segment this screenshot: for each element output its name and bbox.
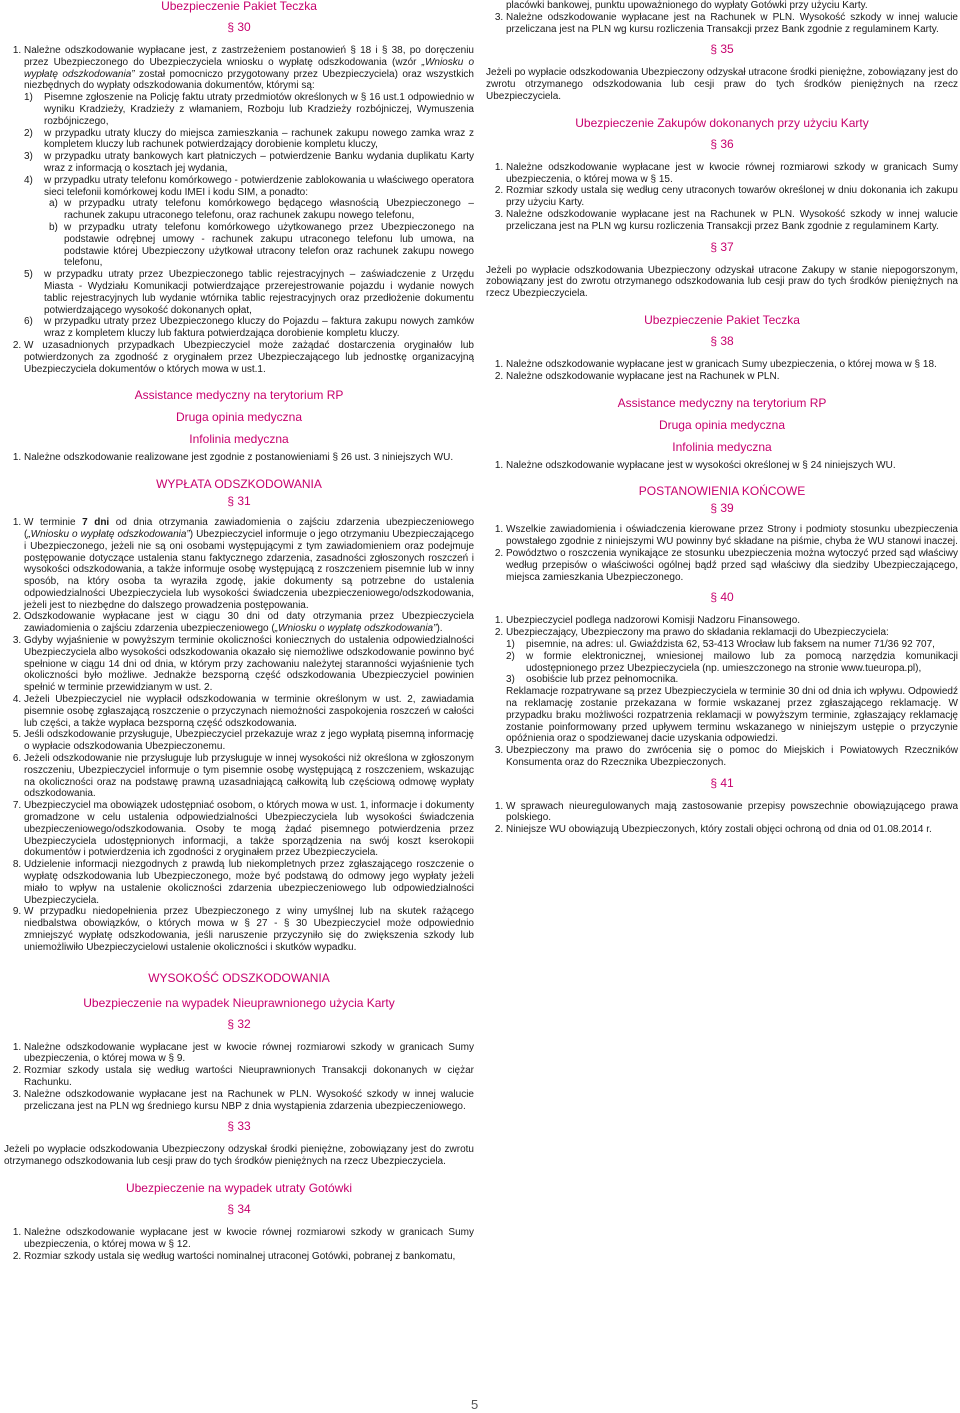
list-item: 2) w przypadku utraty kluczy do miejsca zamieszkania – rachunek zakupu nowego zamka wraz z kompletem kluczy lub rachunek potwierdzający dorobienie kompletu kluczy, (24, 127, 474, 151)
list-item: 2. Rozmiar szkody ustala się według wartości Nieuprawnionych Transakcji dokonanych w ciężar Rachunku. (24, 1065, 474, 1089)
heading-druga-opinia-right: Druga opinia medyczna (658, 417, 786, 432)
list-item: 3. Należne odszkodowanie wypłacane jest na Rachunek w PLN. Wysokość szkody w innej walucie przeliczana jest na PLN wg kursu rozliczenia Transakcji przez Bank zgodnie z regulaminem Karty. (506, 12, 958, 36)
assistance-list (4, 452, 474, 464)
section-38: § 38 (710, 333, 734, 348)
list-item: 1) Pisemne zgłoszenie na Policję faktu utraty przedmiotów określonych w § 16 ust.1 odpowiednio w wyniku Kradzieży, Kradzieży z włamaniem, Rozboju lub Kradzieży rozbójniczej, Wymuszenia rozbójniczego, (24, 92, 474, 127)
list-item: 1. Należne odszkodowanie wypłacane jest w wysokości określonej w § 24 niniejszych WU. (506, 460, 958, 472)
list-item: 2. Powództwo o roszczenia wynikające ze stosunku ubezpieczenia można wytoczyć przed sąd właściwy według przepisów o właściwości ogólnej bądź przed sąd właściwy dla siedziby Ubezpieczającego, miejsca zamieszkania Ubezpieczonego. (506, 548, 958, 583)
section-35-text: Jeżeli po wypłacie odszkodowania Ubezpieczony odzyskał utracone środki pieniężne, zobowiązany jest do zwrotu otrzymanego odszkodowania lub cesji praw do tych środków pieniężnych na rzecz Ubezpieczyciela. (486, 67, 958, 102)
list-item: 1. Należne odszkodowanie wypłacane jest w kwocie równej rozmiarowi szkody w granicach Sumy ubezpieczenia, o której mowa w § 9. (24, 1042, 474, 1066)
section-34-continuation: placówki bankowej, punktu upoważnionego do wypłaty Gotówki przy użyciu Karty. (506, 0, 868, 11)
section-32-list (4, 1042, 474, 1113)
list-item: 2. Rozmiar szkody ustala się według ceny utraconych towarów określonej w dniu dokonania ich zakupu przy użyciu Karty. (506, 185, 958, 209)
list-item: 4. Jeżeli Ubezpieczyciel nie wypłacił odszkodowania w terminie określonym w ust. 2, zawiadamia pisemnie osobę zgłaszającą roszczenie o przyczynach niemożności zaspokojenia roszczeń w całości lub części, a także wypłaca bezsporną część odszkodowania. (24, 694, 474, 729)
list-item: 6) w przypadku utraty przez Ubezpieczonego kluczy do Pojazdu – faktura zakupu nowych zamków wraz z kompletem kluczy lub faktura potwierdzająca dorobienie kompletu kluczy. (24, 316, 474, 340)
list-item: 2. Należne odszkodowanie wypłacane jest na Rachunek w PLN. (506, 371, 958, 383)
section-40-item-2-tail: Reklamacje rozpatrywane są przez Ubezpieczyciela w terminie 30 dni od dnia ich wpływu. Odpowiedź na reklamację zostanie przekazana w formie wskazanej przez zgłaszającego reklamację. W przypadku braku możliwości rozpatrzenia reklamacji w powyższym terminie, zgłaszający reklamację zostanie poinformowany przed upływem terminu wskazanego w niniejszym ustępie o przyczynie opóźnienia oraz o spodziewanej dacie uzyskania odpowiedzi. (506, 686, 958, 745)
section-41: § 41 (710, 775, 734, 790)
heading-pakiet-teczka: Ubezpieczenie Pakiet Teczka (161, 0, 317, 13)
list-item: 1. Należne odszkodowanie realizowane jest zgodnie z postanowieniami § 26 ust. 3 niniejszych WU. (24, 452, 474, 464)
section-36-list (486, 162, 958, 233)
list-item: 2. Ubezpieczający, Ubezpieczony ma prawo do składania reklamacji do Ubezpieczyciela: 1) pisemnie, na adres: ul. Gwiaździsta 62, 53-413 Wrocław lub faksem na numer 71/36 92 707, 2) w formie elektronicznej, wniesionej mailowo lub za pomocą narzędzia komunikacji udostępnionego przez Ubezpieczyciela (np. umieszczonego na stronie www.tueuropa.pl), 3) osobiście lub przez pełnomocnika. Reklamacje rozpatrywane są przez Ubezpieczyciela w terminie 30 dni od dnia ich wpływu. Odpowiedź na reklamację zostanie przekazana w formie wskazanej przez zgłaszającego reklamację. W przypadku braku możliwości rozpatrzenia reklamacji w powyższym terminie, zgłaszający reklamację zostanie poinformowany przed upływem terminu wskazanego w niniejszym ustępie o przyczynie opóźnienia oraz o spodziewanej dacie uzyskania odpowiedzi. (506, 627, 958, 745)
list-item: 3. Należne odszkodowanie wypłacane jest na Rachunek w PLN. Wysokość szkody w innej walucie przeliczana jest na PLN wg średniego kursu NBP z dnia wystąpienia zdarzenia ubezpieczeniowego. (24, 1089, 474, 1113)
list-item: 3. Gdyby wyjaśnienie w powyższym terminie okoliczności koniecznych do ustalenia odpowiedzialności Ubezpieczyciela albo wysokości odszkodowania okazało się niemożliwe odszkodowanie powinno być spełnione w ciągu 14 dni od dnia, w którym przy zachowaniu należytej staranności wyjaśnienie tych okoliczności było możliwe. Jednakże bezsporną część odszkodowania Ubezpieczyciel powinien spełnić w terminie przewidzianym w ust. 2. (24, 635, 474, 694)
heading-infolinia-right: Infolinia medyczna (672, 439, 772, 454)
right-column (486, 0, 958, 836)
list-item: 1. Należne odszkodowanie wypłacane jest w kwocie równej rozmiarowi szkody w granicach Sumy ubezpieczenia, o której mowa w § 12. (24, 1227, 474, 1251)
section-35: § 35 (710, 42, 734, 57)
list-item: 1. Wszelkie zawiadomienia i oświadczenia kierowane przez Strony i podmioty stosunku ubezpieczenia powstałego zgodnie z niniejszymi WU powinny być składane na piśmie, chyba że WU stanowi inaczej. (506, 524, 958, 548)
list-item: 2. Rozmiar szkody ustala się według wartości nominalnej utraconej Gotówki, pobranej z bankomatu, (24, 1251, 474, 1263)
list-item: 3) w przypadku utraty bankowych kart płatniczych – potwierdzenie Banku wydania duplikatu Karty wraz z informacją o kosztach jej wydania, (24, 151, 474, 174)
section-31-list (4, 517, 474, 953)
list-item: b) w przypadku utraty telefonu komórkowego użytkowanego przez Ubezpieczonego na podstawie odrębnej umowy - rachunek zakupu utraconego telefonu lub umowa, na podstawie której Ubezpieczony użytkował utracony telefon oraz rachunek zakupu nowego telefonu, (49, 221, 474, 269)
heading-wysokosc: WYSOKOŚĆ ODSZKODOWANIA (148, 970, 330, 985)
section-36: § 36 (710, 136, 734, 151)
section-40: § 40 (710, 590, 734, 605)
heading-infolinia: Infolinia medyczna (189, 432, 289, 447)
heading-zakupow: Ubezpieczenie Zakupów dokonanych przy użyciu Karty (575, 115, 869, 130)
list-item: 5. Jeśli odszkodowanie przysługuje, Ubezpieczyciel przekazuje wraz z jego wypłatą pisemną informację o wypłacie odszkodowania Ubezpieczonemu. (24, 729, 474, 753)
heading-assistance-right: Assistance medyczny na terytorium RP (617, 395, 827, 410)
list-item: 1. Należne odszkodowanie wypłacane jest w granicach Sumy ubezpieczenia, o której mowa w § 18. (506, 359, 958, 371)
list-item: 1. W sprawach nieuregulowanych mają zastosowanie przepisy powszechnie obowiązującego prawa polskiego. (506, 801, 958, 825)
section-37-text: Jeżeli po wypłacie odszkodowania Ubezpieczony odzyskał utracone Zakupy w stanie niepogorszonym, zobowiązany jest do zwrotu otrzymanego odszkodowania lub cesji praw do tych środków pieniężnych na rzecz Ubezpieczyciela. (486, 264, 958, 300)
list-item: 4) w przypadku utraty telefonu komórkowego - potwierdzenie zablokowania u właściwego operatora sieci telefonii komórkowej kodu IMEI i kodu SIM, a ponadto: a) w przypadku utraty telefonu komórkowego będącego własnością Ubezpieczonego – rachunek zakupu utraconego telefonu, oraz rachunek zakupu nowego telefonu, b) w przypadku utraty telefonu komórkowego użytkowanego przez Ubezpieczonego na podstawie odrębnej umowy - rachunek zakupu utraconego telefonu lub umowa, na podstawie której Ubezpieczony użytkował utracony telefon oraz rachunek zakupu nowego telefonu, (24, 174, 474, 269)
list-item: 1. W terminie 7 dni od dnia otrzymania zawiadomienia o zajściu zdarzenia ubezpieczeniowego („Wniosku o wypłatę odszkodowania”) Ubezpieczyciel informuje o jego otrzymaniu Ubezpieczającego i Ubezpieczonego, jeżeli nie są oni osobami występującymi z tym zawiadomieniem oraz podejmuje postępowanie dotyczące ustalenia stanu faktycznego zdarzenia, zasadności zgłoszonych roszczeń i wysokości odszkodowania, a także informuje osobę występującą z roszczeniem pisemnie lub w inny sposób, na który osoba ta wyraziła zgodę, jakie dokumenty są potrzebne do ustalenia odpowiedzialności Ubezpieczyciela lub wysokości świadczenia ubezpieczeniowego/odszkodowania, jeżeli jest to niezbędne do dalszego prowadzenia postępowania. (24, 517, 474, 611)
list-item: a) w przypadku utraty telefonu komórkowego będącego własnością Ubezpieczonego – rachunek zakupu utraconego telefonu, oraz rachunek zakupu nowego telefonu, (49, 198, 474, 222)
list-item: 1. Należne odszkodowanie wypłacane jest, z zastrzeżeniem postanowień § 18 i § 38, po doręczeniu przez Ubezpieczonego do Ubezpieczyciela wniosku o wypłatę odszkodowania (wzór „Wniosku o wypłatę odszkodowania” został pomocniczo przygotowany przez Ubezpieczyciela) oraz wszystkich niezbędnych do wypłaty odszkodowania dokumentów, którymi są: 1) Pisemne zgłoszenie na Policję faktu utraty przedmiotów określonych w § 16 ust.1 odpowiednio w wyniku Kradzieży, Kradzieży z włamaniem, Rozboju lub Kradzieży rozbójniczej, Wymuszenia rozbójniczego, 2) w przypadku utraty kluczy do miejsca zamieszkania – rachunek zakupu nowego zamka wraz z kompletem kluczy lub rachunek potwierdzający dorobienie kompletu kluczy, 3) w przypadku utraty bankowych kart płatniczych – potwierdzenie Banku wydania duplikatu Karty wraz z informacją o kosztach jej wydania, 4) w przypadku utraty telefonu komórkowego - potwierdzenie zablokowania u właściwego operatora sieci telefonii komórkowej kodu IMEI i kodu SIM, a ponadto: a) w przypadku utraty telefonu komórkowego będącego własnością Ubezpieczonego – rachunek zakupu utraconego telefonu, oraz rachunek zakupu nowego telefonu, b) w przypadku utraty telefonu komórkowego użytkowanego przez Ubezpieczonego na podstawie odrębnej umowy - rachunek zakupu utraconego telefonu lub umowa, na podstawie której Ubezpieczony użytkował utracony telefon oraz rachunek zakupu nowego telefonu, 5) w przypadku utraty przez Ubezpieczonego tablic rejestracyjnych – zaświadczenie z Urzędu Miasta - Wydziału Komunikacji potwierdzające przerejestrowanie pojazdu i wydanie nowych tablic rejestracyjnych lub wydanie wtórnika tablic rejestracyjnych oraz przedłożenie dokumentu potwierdzającego wysokość dokonanych opłat, 6) w przypadku utraty przez Ubezpieczonego kluczy do Pojazdu – faktura zakupu nowych zamków wraz z kompletem kluczy lub faktura potwierdzająca dorobienie kompletu kluczy. (24, 45, 474, 340)
heading-wyplata: WYPŁATA ODSZKODOWANIA (156, 477, 322, 492)
section-37: § 37 (710, 239, 734, 254)
list-item: 2. Niniejsze WU obowiązują Ubezpieczonych, który zostali objęci ochroną od dnia od 01.08.2014 r. (506, 824, 958, 836)
section-39-list (486, 524, 958, 583)
list-item: 1. Należne odszkodowanie wypłacane jest w kwocie równej rozmiarowi szkody w granicach Sumy ubezpieczenia, o której mowa w § 15. (506, 162, 958, 186)
list-item: 8. Udzielenie informacji niezgodnych z prawdą lub niekompletnych przez zgłaszającego roszczenie o wypłatę odszkodowania lub Ubezpieczonego, może być podstawą do odmowy jego wypłaty jeżeli miało to wpływ na ustalenie okoliczności zdarzenia ubezpieczeniowego lub odpowiedzialności Ubezpieczyciela. (24, 859, 474, 906)
assistance-list-right (486, 460, 958, 472)
section-34-list (4, 1227, 474, 1262)
section-41-list (486, 801, 958, 836)
section-34-list-cont (486, 12, 958, 36)
heading-postanowienia: POSTANOWIENIA KOŃCOWE (638, 484, 806, 499)
sub-list (506, 639, 958, 686)
list-item: 6. Jeżeli odszkodowanie nie przysługuje lub przysługuje w innej wysokości niż określona w zgłoszonym roszczeniu, Ubezpieczyciel informuje o tym pisemnie osobę występującą z roszczeniem, wskazując na okoliczności oraz na podstawę prawną uzasadniającą całkowitą lub częściową odmowę wypłaty odszkodowania. (24, 753, 474, 800)
heading-assistance: Assistance medyczny na terytorium RP (134, 388, 344, 403)
sub-list (24, 92, 474, 340)
list-item: 1) pisemnie, na adres: ul. Gwiaździsta 62, 53-413 Wrocław lub faksem na numer 71/36 92 707, (506, 638, 935, 650)
page-number: 5 (471, 1397, 479, 1412)
section-33: § 33 (227, 1119, 251, 1134)
section-30: § 30 (227, 20, 251, 34)
list-item: 5) w przypadku utraty przez Ubezpieczonego tablic rejestracyjnych – zaświadczenie z Urzędu Miasta - Wydziału Komunikacji potwierdzające przerejestrowanie pojazdu i wydanie nowych tablic rejestracyjnych lub wydanie wtórnika tablic rejestracyjnych oraz przedłożenie dokumentu potwierdzającego wysokość dokonanych opłat, (24, 269, 474, 316)
section-39: § 39 (710, 501, 734, 516)
section-32: § 32 (227, 1016, 251, 1031)
heading-pakiet-teczka-right: Ubezpieczenie Pakiet Teczka (644, 312, 800, 327)
section-31: § 31 (227, 494, 251, 509)
section-33-text: Jeżeli po wypłacie odszkodowania Ubezpieczony odzyskał środki pieniężne, zobowiązany jest do zwrotu otrzymanego odszkodowania lub cesji praw do tych środków pieniężnych na rzecz Ubezpieczyciela. (4, 1144, 474, 1168)
heading-druga-opinia: Druga opinia medyczna (175, 410, 303, 425)
section-40-list (486, 615, 958, 768)
sub-sub-list (44, 198, 474, 269)
heading-gotowki: Ubezpieczenie na wypadek utraty Gotówki (125, 1180, 353, 1195)
list-item: 9. W przypadku niedopełnienia przez Ubezpieczonego z winy umyślnej lub na skutek rażącego niedbalstwa obowiązków, o których mowa w § 27 - § 30 Ubezpieczyciel może odpowiednio zmniejszyć wypłatę odszkodowania, jeśli naruszenie przyczyniło się do zwiększenia szkody lub uniemożliwiło Ubezpieczycielowi ustalenie okoliczności i skutków wypadku. (24, 906, 474, 953)
section-34: § 34 (227, 1201, 251, 1216)
section-30-list (4, 45, 474, 375)
list-item: 3. Należne odszkodowanie wypłacane jest na Rachunek w PLN. Wysokość szkody w innej walucie przeliczana jest na PLN wg kursu rozliczenia Transakcji przez Bank zgodnie z regulaminem Karty. (506, 209, 958, 233)
list-item: 2. Odszkodowanie wypłacane jest w ciągu 30 dni od daty otrzymania przez Ubezpieczyciela zawiadomienia o zajściu zdarzenia ubezpieczeniowego („Wniosku o wypłatę odszkodowania”). (24, 611, 474, 635)
heading-nieuprawnione: Ubezpieczenie na wypadek Nieuprawnionego użycia Karty (83, 995, 395, 1010)
list-item: 3. Ubezpieczony ma prawo do zwrócenia się o pomoc do Miejskich i Powiatowych Rzeczników Konsumenta oraz do Rzecznika Ubezpieczonych. (506, 745, 958, 769)
left-column (4, 0, 474, 1262)
list-item: 2. W uzasadnionych przypadkach Ubezpieczyciel może zażądać dostarczenia oryginałów lub potwierdzonych za zgodność z oryginałem przez Ubezpieczającego lub jednostkę organizacyjną Ubezpieczyciela dokumentów o których mowa w ust.1. (24, 340, 474, 375)
list-item: 1. Ubezpieczyciel podlega nadzorowi Komisji Nadzoru Finansowego. (506, 615, 958, 627)
list-item: 3) osobiście lub przez pełnomocnika. (506, 674, 679, 686)
list-item: 7. Ubezpieczyciel ma obowiązek udostępniać osobom, o których mowa w ust. 1, informacje i dokumenty gromadzone w celu ustalenia odpowiedzialności Ubezpieczyciela lub wysokości świadczenia ubezpieczeniowego/odszkodowania. Osoby te mogą żądać pisemnego potwierdzenia przez Ubezpieczyciela udostępnionych informacji, a także sporządzenia na swój koszt kserokopii dokumentów i potwierdzenia ich zgodności z oryginałem przez Ubezpieczyciela. (24, 800, 474, 859)
section-38-list (486, 359, 958, 383)
list-item: 2) w formie elektronicznej, wniesionej mailowo lub za pomocą narzędzia komunikacji udostępnionego przez Ubezpieczyciela (np. umieszczonego na stronie www.tueuropa.pl), (506, 650, 958, 674)
